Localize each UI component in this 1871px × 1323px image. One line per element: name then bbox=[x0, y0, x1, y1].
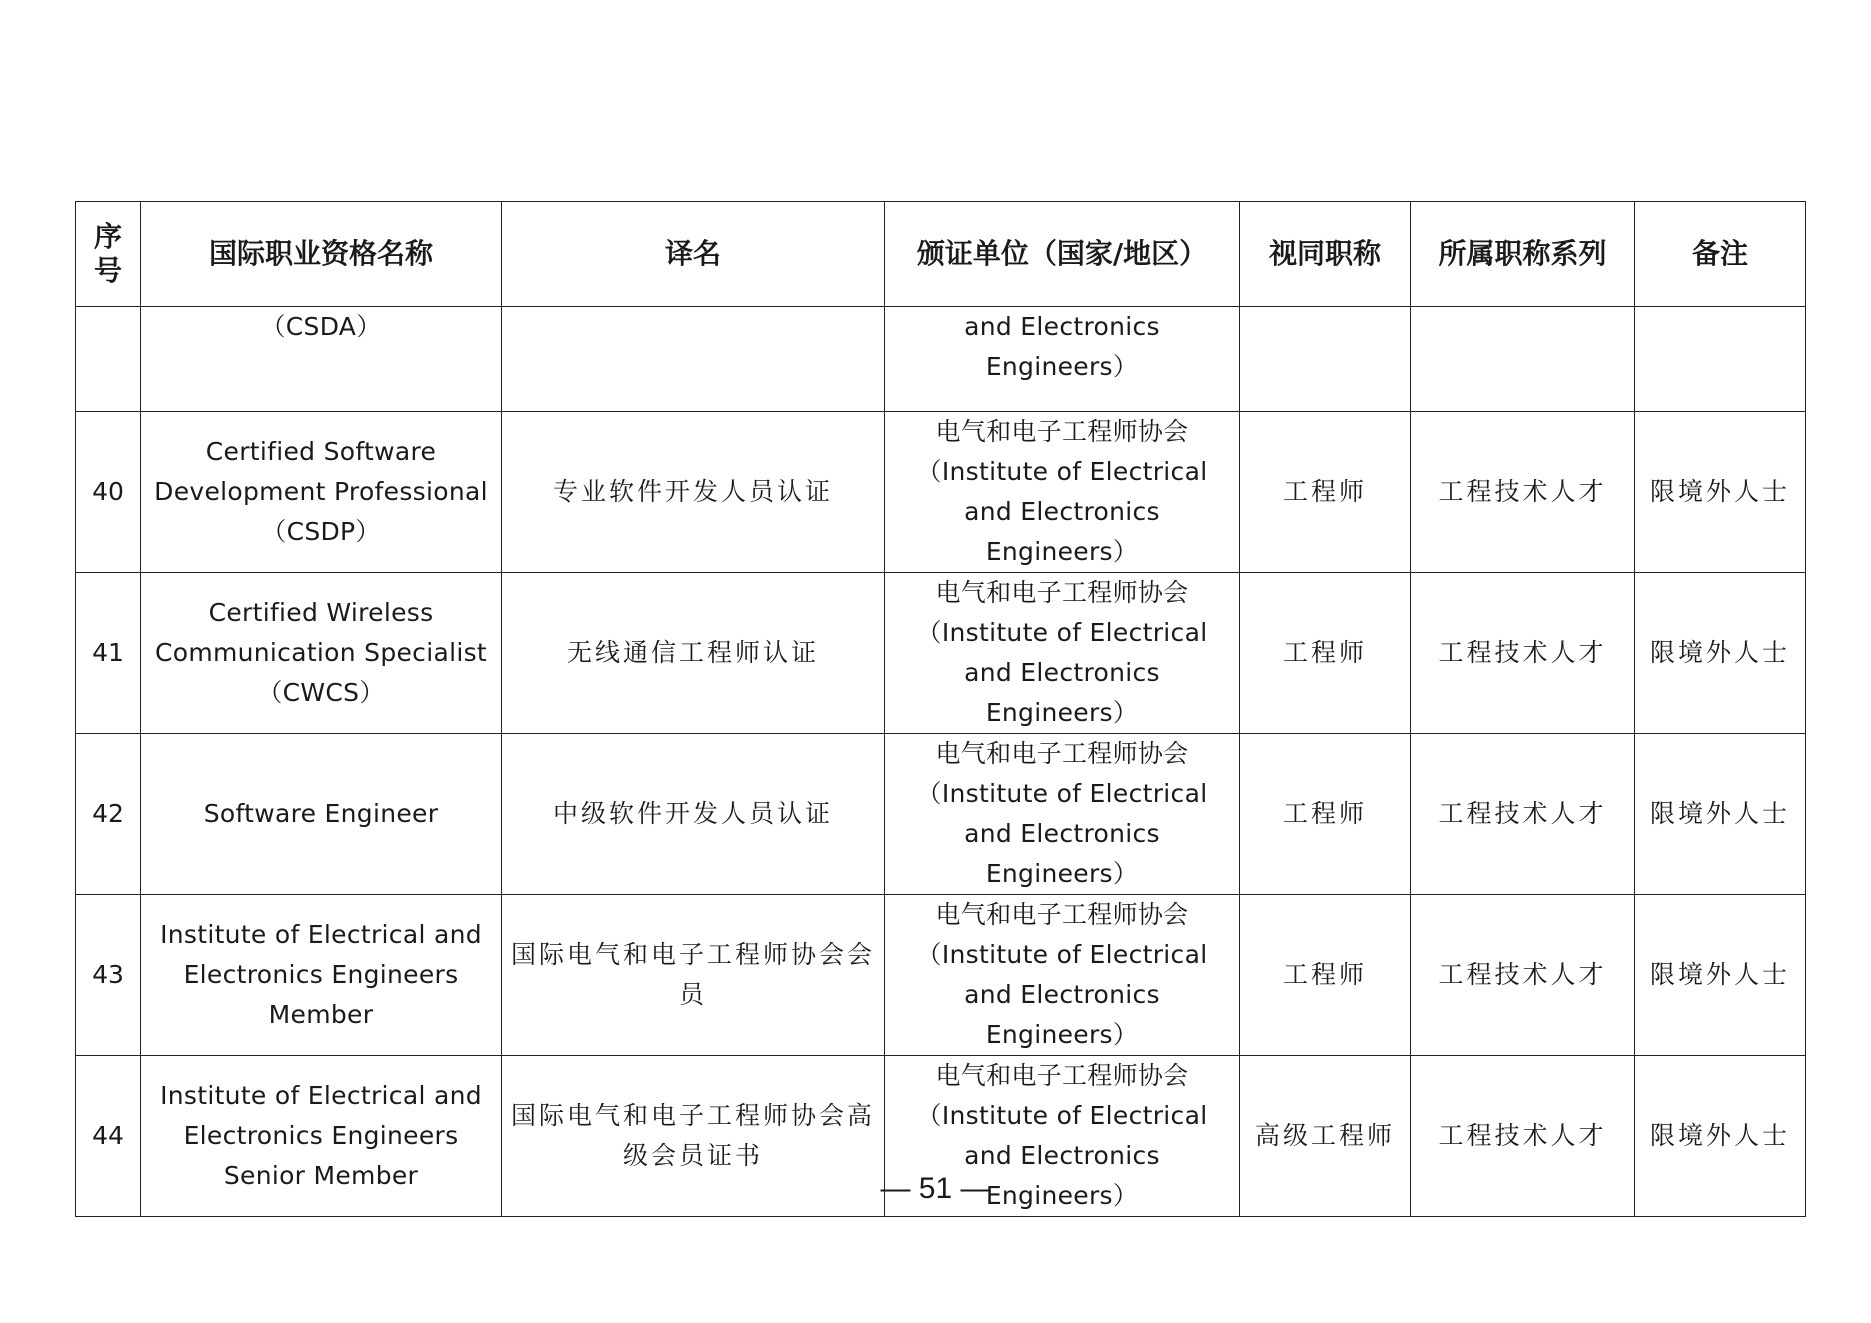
cell-name: （CSDA） bbox=[141, 307, 502, 412]
cell-name: Certified Wireless Communication Specialist （CWCS） bbox=[141, 573, 502, 734]
qualification-table bbox=[75, 201, 1806, 1217]
cell-equivalent-title: 工程师 bbox=[1240, 895, 1411, 1056]
cell-issuer: 电气和电子工程师协会 （Institute of Electrical and Electronics Engineers） bbox=[885, 1056, 1240, 1217]
header-issuer: 颁证单位（国家/地区） bbox=[885, 202, 1240, 307]
cell-index: 41 bbox=[76, 573, 141, 734]
cell-name: Software Engineer bbox=[141, 734, 502, 895]
cell-name: Certified Software Development Professional （CSDP） bbox=[141, 412, 502, 573]
cell-index: 43 bbox=[76, 895, 141, 1056]
cell-title-series: 工程技术人才 bbox=[1411, 412, 1635, 573]
cell-equivalent-title bbox=[1240, 307, 1411, 412]
cell-translation: 国际电气和电子工程师协会高 级会员证书 bbox=[502, 1056, 885, 1217]
cell-remarks: 限境外人士 bbox=[1635, 895, 1806, 1056]
cell-remarks bbox=[1635, 307, 1806, 412]
cell-title-series: 工程技术人才 bbox=[1411, 1056, 1635, 1217]
cell-remarks: 限境外人士 bbox=[1635, 412, 1806, 573]
cell-translation bbox=[502, 307, 885, 412]
header-remarks: 备注 bbox=[1635, 202, 1806, 307]
page-number: — 51 — bbox=[880, 1172, 991, 1205]
header-title-series: 所属职称系列 bbox=[1411, 202, 1635, 307]
header-qualification-name: 国际职业资格名称 bbox=[141, 202, 502, 307]
cell-index: 44 bbox=[76, 1056, 141, 1217]
header-row bbox=[76, 202, 1806, 307]
cell-title-series bbox=[1411, 307, 1635, 412]
table-row bbox=[76, 412, 1806, 573]
cell-title-series: 工程技术人才 bbox=[1411, 895, 1635, 1056]
cell-index bbox=[76, 307, 141, 412]
header-translation: 译名 bbox=[502, 202, 885, 307]
table-row bbox=[76, 734, 1806, 895]
cell-equivalent-title: 工程师 bbox=[1240, 412, 1411, 573]
cell-equivalent-title: 工程师 bbox=[1240, 573, 1411, 734]
cell-remarks: 限境外人士 bbox=[1635, 734, 1806, 895]
cell-equivalent-title: 工程师 bbox=[1240, 734, 1411, 895]
cell-translation: 中级软件开发人员认证 bbox=[502, 734, 885, 895]
cell-issuer: 电气和电子工程师协会 （Institute of Electrical and Electronics Engineers） bbox=[885, 895, 1240, 1056]
cell-remarks: 限境外人士 bbox=[1635, 1056, 1806, 1217]
cell-issuer: 电气和电子工程师协会 （Institute of Electrical and Electronics Engineers） bbox=[885, 734, 1240, 895]
cell-index: 42 bbox=[76, 734, 141, 895]
cell-translation: 国际电气和电子工程师协会会 员 bbox=[502, 895, 885, 1056]
cell-translation: 无线通信工程师认证 bbox=[502, 573, 885, 734]
cell-remarks: 限境外人士 bbox=[1635, 573, 1806, 734]
cell-issuer: 电气和电子工程师协会 （Institute of Electrical and Electronics Engineers） bbox=[885, 573, 1240, 734]
cell-issuer: and Electronics Engineers） bbox=[885, 307, 1240, 412]
header-index: 序 号 bbox=[76, 202, 141, 307]
header-equivalent-title: 视同职称 bbox=[1240, 202, 1411, 307]
cell-translation: 专业软件开发人员认证 bbox=[502, 412, 885, 573]
cell-title-series: 工程技术人才 bbox=[1411, 734, 1635, 895]
cell-name: Institute of Electrical and Electronics Engineers Member bbox=[141, 895, 502, 1056]
table-row bbox=[76, 573, 1806, 734]
table-row bbox=[76, 895, 1806, 1056]
cell-title-series: 工程技术人才 bbox=[1411, 573, 1635, 734]
cell-issuer: 电气和电子工程师协会 （Institute of Electrical and Electronics Engineers） bbox=[885, 412, 1240, 573]
cell-index: 40 bbox=[76, 412, 141, 573]
continuation-row bbox=[76, 307, 1806, 412]
cell-equivalent-title: 高级工程师 bbox=[1240, 1056, 1411, 1217]
cell-name: Institute of Electrical and Electronics Engineers Senior Member bbox=[141, 1056, 502, 1217]
